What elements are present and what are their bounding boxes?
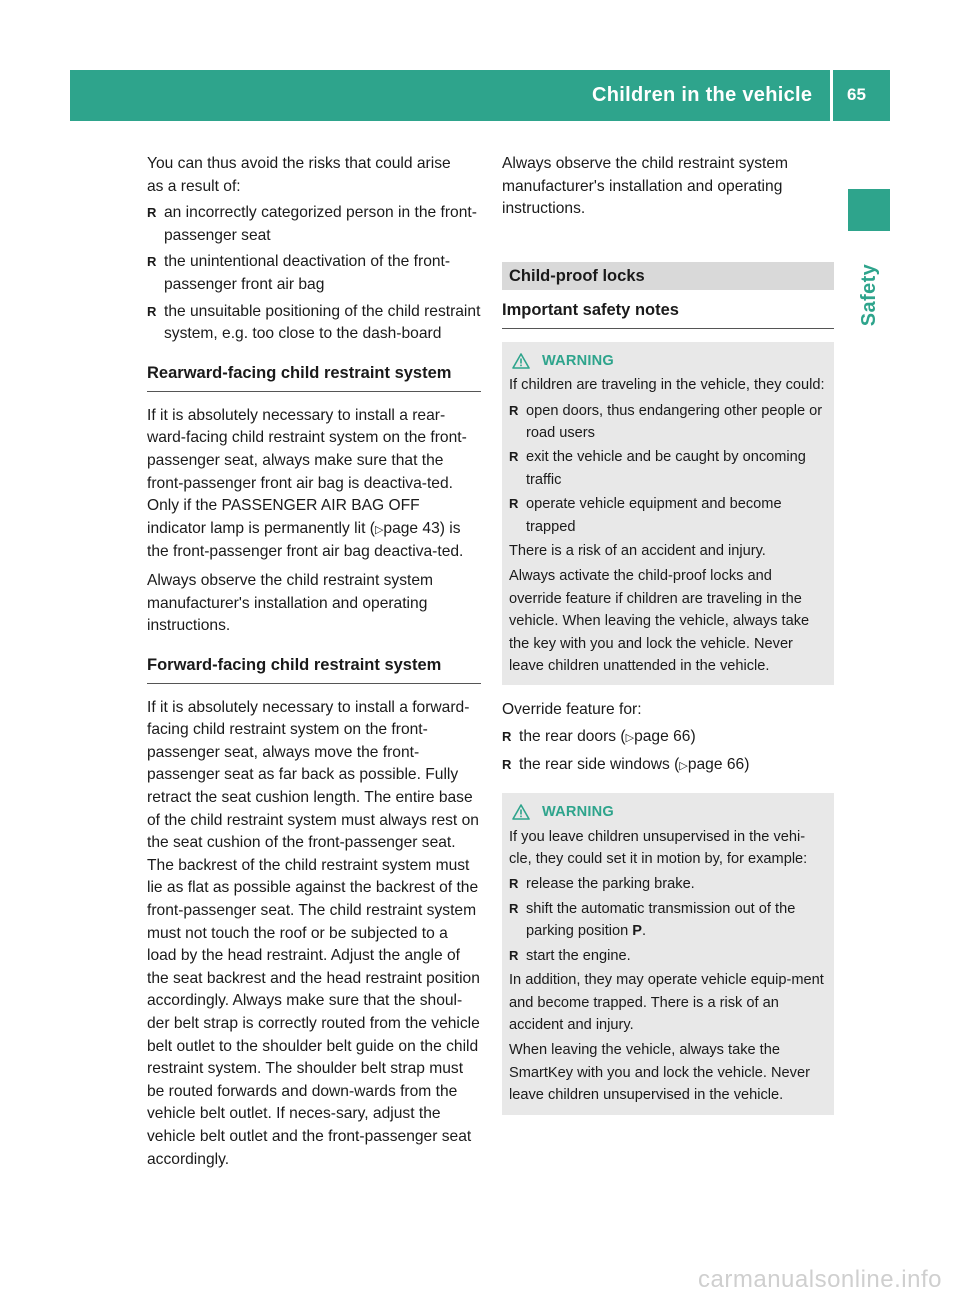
parking-position-symbol: P — [632, 923, 643, 940]
warning-header — [509, 350, 827, 372]
list-item — [502, 754, 834, 778]
side-tab-label: Safety — [858, 263, 880, 327]
list-item: R exit the vehicle and be caught by oncoming traffic — [509, 446, 827, 491]
forward-heading: Forward-facing child restraint system — [147, 654, 481, 684]
warning-triangle-icon — [512, 353, 530, 369]
override-item-text: the rear side windows ( — [519, 755, 680, 773]
warning-list — [509, 400, 827, 538]
list-item — [502, 726, 834, 750]
list-item: R operate vehicle equipment and become trapped — [509, 493, 827, 538]
rearward-observe-paragraph: Always observe the child restraint system manufacturer's installation and operating instructions. — [147, 571, 433, 635]
list-item: R open doors, thus endangering other people or road users — [509, 400, 827, 445]
rearward-text-end: ) is the front-passenger front air bag deactiva-ted. — [147, 519, 464, 561]
list-item-end: . — [642, 923, 647, 940]
warning-header — [509, 801, 827, 823]
list-item: R the unsuitable positioning of the child restraint system, e.g. too close to the dash-board — [147, 301, 481, 346]
list-item: R the unintentional deactivation of the front-passenger front air bag — [147, 251, 481, 296]
right-column — [502, 153, 834, 1129]
intro-line-2: as a result of: — [147, 177, 241, 195]
warning-intro: If children are traveling in the vehicle, they could: — [509, 377, 825, 394]
override-item-end: ) — [690, 728, 696, 746]
warning-instruction-text: Always activate the child-proof locks and override feature if children are traveling in the vehicle. When leaving the vehicle, always take the key with you and lock the vehicle. Never leave children unattended in the vehicle. — [509, 568, 810, 675]
list-item-text: shift the automatic transmission out of the parking position — [526, 900, 796, 940]
intro-paragraph — [147, 153, 481, 198]
warning-title: WARNING — [542, 804, 614, 821]
warning-risk-text: In addition, they may operate vehicle equip-ment and become trapped. There is a risk of an accident and injury. — [509, 972, 824, 1033]
warning-triangle-icon — [512, 804, 530, 820]
list-item — [509, 898, 827, 943]
page-number: 65 — [847, 85, 866, 104]
page-reference-link[interactable]: page 43 — [383, 519, 440, 537]
page-reference-link[interactable]: page 66 — [634, 728, 691, 746]
forward-paragraph: If it is absolutely necessary to install a forward-facing child restraint system on the front-passenger seat, always move the front-passenger seat as far back as possible. Fully retract the seat cushion length. The entire base of the child restraint system must always rest on the seat cushion of the front-passenger seat. The backrest of the child restraint system must lie as flat as possible against the backrest of the front-passenger seat. The child restraint system must not touch the roof or be subjected to a load by the head restraint. Adjust the angle of the seat backrest and the head restraint position accordingly. Always make sure that the shoul-der belt strap is correctly routed from the vehicle belt outlet to the shoulder belt guide on the child restraint system. The shoulder belt strap must be routed forwards and down-wards from the vehicle belt outlet. If neces-sary, adjust the vehicle belt outlet and the front-passenger seat accordingly. — [147, 698, 480, 1168]
override-intro: Override feature for: — [502, 701, 642, 719]
warning-risk-text: There is a risk of an accident and injury. — [509, 543, 766, 560]
intro-line-1: You can thus avoid the risks that could arise — [147, 155, 451, 172]
rearward-text: If it is absolutely necessary to install a rear-ward-facing child restraint system on the front-passenger seat, always make sure that the front-passenger front air bag is deactiva-ted. Only if the PASSENGER AIR BAG OFF indicator lamp is permanently lit ( — [147, 406, 467, 537]
rearward-heading: Rearward-facing child restraint system — [147, 362, 481, 392]
watermark: carmanualsonline.info — [698, 1266, 942, 1293]
warning-intro: If you leave children unsupervised in the vehi-cle, they could set it in motion by, for example: — [509, 828, 808, 868]
side-tab-block — [848, 189, 890, 231]
rearward-paragraph — [147, 405, 481, 564]
safety-notes-heading: Important safety notes — [502, 299, 834, 329]
page-reference-link[interactable]: page 66 — [687, 755, 745, 773]
side-tab — [848, 240, 890, 350]
page-ref-arrow-icon: ▷ — [374, 522, 384, 536]
page-ref-arrow-icon: ▷ — [625, 731, 635, 745]
risk-list — [147, 202, 481, 346]
warning-box — [502, 342, 834, 686]
observe-paragraph: Always observe the child restraint system manufacturer's installation and operating instructions. — [502, 155, 788, 218]
header-divider — [830, 70, 833, 121]
warning-list — [509, 873, 827, 967]
warning-box — [502, 793, 834, 1114]
override-item-text: the rear doors ( — [519, 728, 626, 746]
list-item: R start the engine. — [509, 945, 827, 967]
override-item-end: ) — [744, 755, 750, 773]
override-list — [502, 726, 834, 777]
list-item: R release the parking brake. — [509, 873, 827, 895]
list-item: R an incorrectly categorized person in the front-passenger seat — [147, 202, 481, 247]
section-title-band: Child-proof locks — [502, 262, 834, 290]
warning-title: WARNING — [542, 352, 614, 369]
left-column — [147, 153, 481, 1174]
page-header-title: Children in the vehicle — [592, 84, 813, 106]
warning-instruction-text: When leaving the vehicle, always take the SmartKey with you and lock the vehicle. Never leave children unsupervised in the vehicle. — [509, 1042, 810, 1104]
page-ref-arrow-icon: ▷ — [679, 758, 688, 772]
